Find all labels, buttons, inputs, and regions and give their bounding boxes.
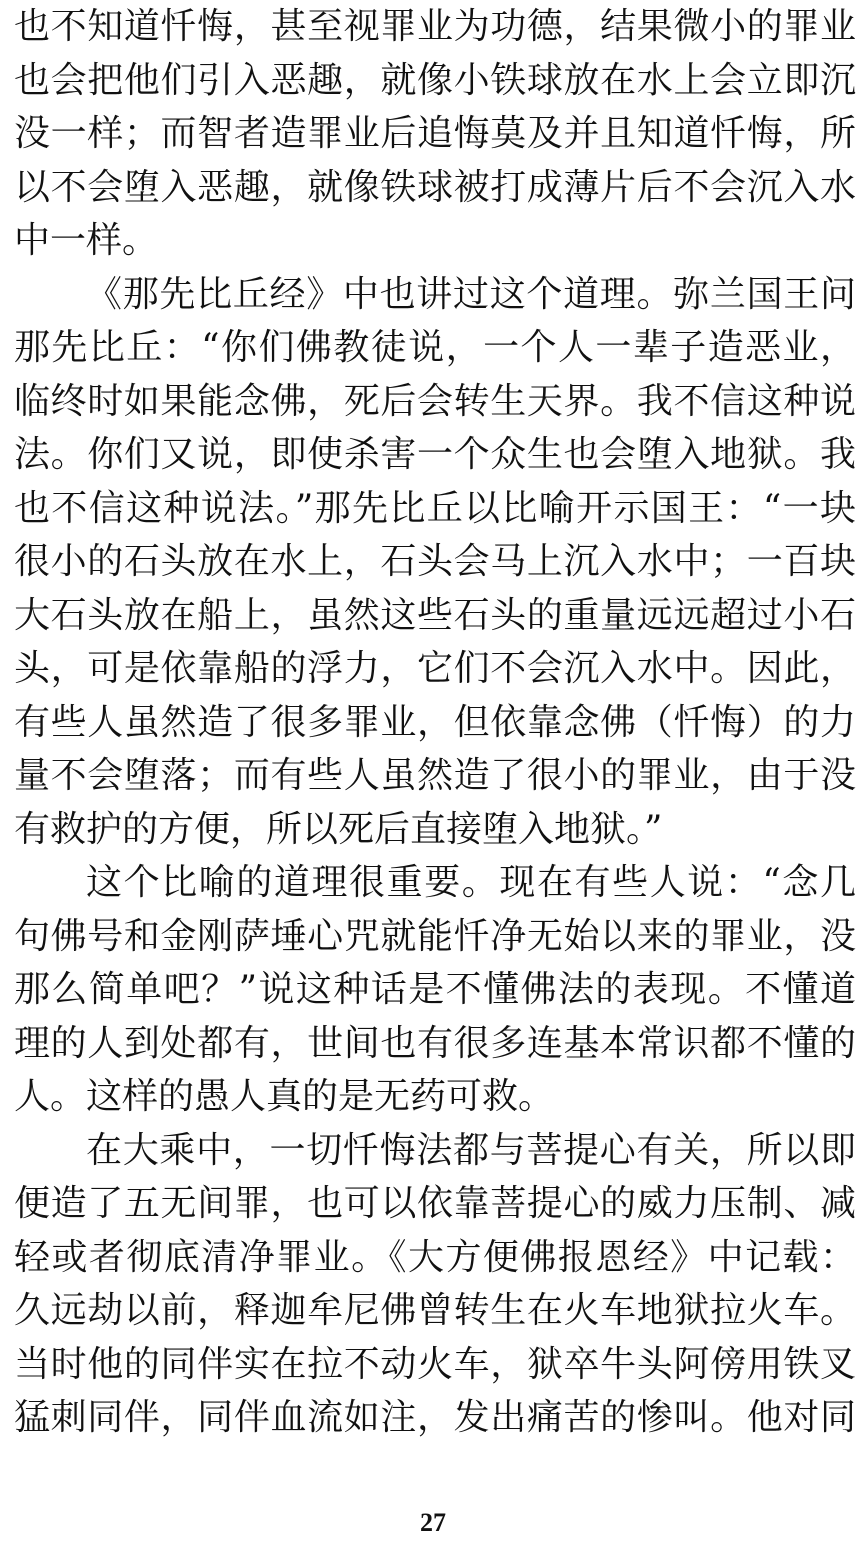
text-line: 人。这样的愚人真的是无药可救。	[14, 1076, 555, 1117]
text-line: 这个比喻的道理很重要。现在有些人说：“念几	[86, 862, 856, 903]
paragraph	[14, 856, 856, 1124]
text-line: 也不信这种说法。”那先比丘以比喻开示国王：“一块	[14, 487, 856, 529]
text-line: 《那先比丘经》中也讲过这个道理。弥兰国王问	[86, 273, 856, 315]
text-line: 很小的石头放在水上，石头会马上沉入水中；一百块	[14, 541, 856, 582]
text-line: 以不会堕入恶趣，就像铁球被打成薄片后不会沉入水	[14, 166, 856, 208]
text-line: 中一样。	[14, 220, 159, 261]
text-line: 有救护的方便，所以死后直接堕入地狱。”	[14, 808, 663, 850]
paragraph	[14, 268, 856, 857]
text-line: 有些人虽然造了很多罪业，但依靠念佛（忏悔）的力	[14, 701, 856, 743]
text-line: 当时他的同伴实在拉不动火车，狱卒牛头阿傍用铁叉	[14, 1343, 856, 1385]
text-line: 那么简单吧？”说这种话是不懂佛法的表现。不懂道	[14, 969, 856, 1010]
text-line: 头，可是依靠船的浮力，它们不会沉入水中。因此，	[14, 648, 856, 689]
paragraph	[14, 1124, 856, 1445]
text-line: 轻或者彻底清净罪业。《大方便佛报恩经》中记载：	[14, 1236, 856, 1278]
text-line: 句佛号和金刚萨埵心咒就能忏净无始以来的罪业，没	[14, 915, 856, 957]
text-line: 那先比丘：“你们佛教徒说，一个人一辈子造恶业，	[14, 327, 856, 368]
text-line: 临终时如果能念佛，死后会转生天界。我不信这种说	[14, 380, 856, 422]
text-line: 猛刺同伴，同伴血流如注，发出痛苦的惨叫。他对同	[14, 1397, 856, 1438]
text-line: 也会把他们引入恶趣，就像小铁球放在水上会立即沉	[14, 59, 856, 101]
text-line: 没一样；而智者造罪业后追悔莫及并且知道忏悔，所	[14, 113, 856, 154]
text-line: 量不会堕落；而有些人虽然造了很小的罪业，由于没	[14, 755, 856, 796]
text-line: 大石头放在船上，虽然这些石头的重量远远超过小石	[14, 594, 856, 636]
page-number: 27	[420, 1508, 446, 1537]
text-line: 也不知道忏悔，甚至视罪业为功德，结果微小的罪业	[14, 6, 856, 47]
paragraph	[14, 0, 856, 268]
text-line: 久远劫以前，释迦牟尼佛曾转生在火车地狱拉火车。	[14, 1290, 856, 1331]
text-line: 在大乘中，一切忏悔法都与菩提心有关，所以即	[86, 1129, 856, 1171]
page-body	[14, 0, 856, 1445]
text-line: 便造了五无间罪，也可以依靠菩提心的威力压制、减	[14, 1183, 856, 1224]
text-line: 理的人到处都有，世间也有很多连基本常识都不懂的	[14, 1022, 856, 1064]
text-line: 法。你们又说，即使杀害一个众生也会堕入地狱。我	[14, 434, 856, 475]
